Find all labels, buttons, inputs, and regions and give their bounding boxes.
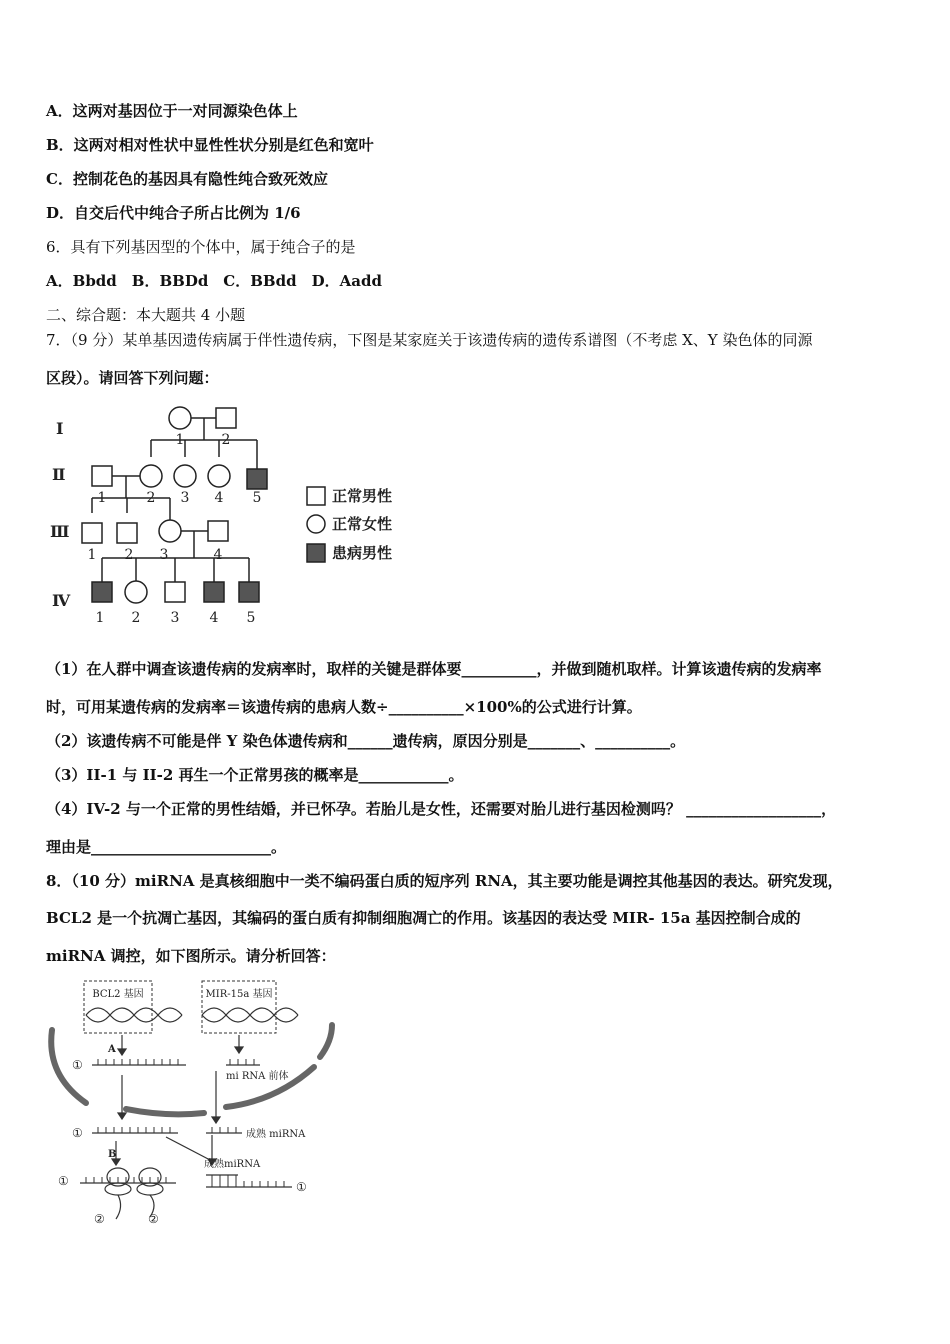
pedigree-g3-4-male — [208, 521, 228, 541]
pedigree-g2-3-female — [174, 465, 196, 487]
bcl2-gene-label: BCL2 基因 — [92, 989, 144, 1000]
pedigree-g2-label-2: 2 — [146, 490, 156, 506]
pedigree-g2-label-4: 4 — [214, 490, 224, 506]
pedigree-g4-label-3: 3 — [170, 610, 180, 626]
mir15a-gene-label: MIR-15a 基因 — [205, 989, 273, 1000]
dna-helix-left — [86, 1008, 182, 1022]
pedigree-g4-label-5: 5 — [246, 610, 256, 626]
pedigree-g2-4-female — [208, 465, 230, 487]
pedigree-g3-3-female — [159, 520, 181, 542]
pedigree-g3-label-1: 1 — [87, 547, 97, 563]
pedigree-g2-1-male — [92, 466, 112, 486]
mirna-diagram — [46, 975, 346, 1230]
pedigree-g4-label-2: 2 — [131, 610, 141, 626]
q7-sub4-line2: 理由是________________________。 — [46, 838, 287, 856]
q5-option-b: B．这两对相对性状中显性性状分别是红色和宽叶 — [46, 136, 374, 154]
legend-affected-male-label: 患病男性 — [332, 544, 393, 562]
pedigree-gen-1-label: Ⅰ — [56, 419, 64, 438]
pedigree-g1-1-female — [169, 407, 191, 429]
q6-stem: 6．具有下列基因型的个体中，属于纯合子的是 — [46, 238, 356, 256]
mature-mirna-label-2: 成熟miRNA — [204, 1159, 261, 1170]
legend-normal-male-icon — [307, 487, 325, 505]
pedigree-g4-3-male — [165, 582, 185, 602]
q5-option-c: C．控制花色的基因具有隐性纯合致死效应 — [46, 170, 328, 188]
dna-helix-right — [202, 1008, 298, 1022]
q7-sub4-line1: （4）IV-2 与一个正常的男性结婚，并已怀孕。若胎儿是女性，还需要对胎儿进行基因检测吗？ __________________， — [46, 800, 837, 818]
pedigree-g1-label-1: 1 — [175, 432, 185, 448]
cell-membrane — [51, 1025, 332, 1114]
q8-line1: 8．（10 分）miRNA 是真核细胞中一类不编码蛋白质的短序列 RNA，其主要功能是调控其他基因的表达。研究发现， — [46, 872, 843, 890]
legend-normal-male-label: 正常男性 — [332, 487, 393, 505]
mirna-precursor-label: mi RNA 前体 — [226, 1071, 289, 1082]
q7-sub1-line2: 时，可用某遗传病的发病率＝该遗传病的患病人数÷__________×100%的公式进行计算。 — [46, 698, 642, 716]
q7-stem-line2: 区段）。请回答下列问题： — [46, 369, 219, 387]
strand-2-marker-right: ② — [148, 1212, 159, 1226]
q5-option-d: D．自交后代中纯合子所占比例为 1/6 — [46, 204, 301, 222]
q7-stem-line1: 7．（9 分）某单基因遗传病属于伴性遗传病，下图是某家庭关于该遗传病的遗传系谱图（不考虑 X、Y 染色体的同源 — [46, 331, 813, 349]
strand-1-marker-bottom: ① — [58, 1174, 69, 1188]
strand-1-marker-top: ① — [72, 1058, 83, 1072]
pedigree-gen-4-label: Ⅳ — [52, 591, 71, 610]
q6-options: A．Bbdd B．BBDd C．BBdd D．Aadd — [46, 272, 382, 290]
process-a-label: A — [108, 1044, 116, 1055]
pedigree-g4-5-affected-male — [239, 582, 259, 602]
pedigree-g3-label-2: 2 — [124, 547, 134, 563]
strand-2-marker-left: ② — [94, 1212, 105, 1226]
pedigree-g3-label-4: 4 — [213, 547, 223, 563]
rna-strands — [80, 1065, 292, 1187]
legend-normal-female-label: 正常女性 — [332, 515, 393, 533]
pedigree-gen-2-label: Ⅱ — [52, 465, 66, 484]
pedigree-g2-label-3: 3 — [180, 490, 190, 506]
section2-title: 二、综合题：本大题共 4 小题 — [46, 306, 246, 324]
legend-normal-female-icon — [307, 515, 325, 533]
pedigree-g4-1-affected-male — [92, 582, 112, 602]
pedigree-g2-2-female — [140, 465, 162, 487]
strand-1-marker-right: ① — [296, 1180, 307, 1194]
mature-mirna-label-1: 成熟 miRNA — [246, 1129, 306, 1140]
pedigree-g1-2-male — [216, 408, 236, 428]
pedigree-gen-3-label: Ⅲ — [50, 522, 70, 541]
q7-sub1-line1: （1）在人群中调查该遗传病的发病率时，取样的关键是群体要__________，并做到随机取样。计算该遗传病的发病率 — [46, 660, 822, 678]
process-b-label: B — [108, 1149, 117, 1160]
strand-1-marker-mid: ① — [72, 1126, 83, 1140]
pedigree-g4-2-female — [125, 581, 147, 603]
q5-option-a: A．这两对基因位于一对同源染色体上 — [46, 102, 298, 120]
q7-sub2: （2）该遗传病不可能是伴 Y 染色体遗传病和______遗传病，原因分别是_______、__________。 — [46, 732, 686, 750]
pedigree-g4-label-4: 4 — [209, 610, 219, 626]
q8-line3: miRNA 调控，如下图所示。请分析回答： — [46, 947, 336, 965]
pedigree-g2-label-5: 5 — [252, 490, 262, 506]
pedigree-g2-label-1: 1 — [97, 490, 107, 506]
pedigree-chart — [46, 400, 416, 630]
pedigree-g3-label-3: 3 — [159, 547, 169, 563]
pedigree-g3-2-male — [117, 523, 137, 543]
pedigree-g4-label-1: 1 — [95, 610, 105, 626]
q7-sub3: （3）II-1 与 II-2 再生一个正常男孩的概率是____________。 — [46, 766, 464, 784]
q8-line2: BCL2 是一个抗凋亡基因，其编码的蛋白质有抑制细胞凋亡的作用。该基因的表达受 MIR- 15a 基因控制合成的 — [46, 909, 801, 927]
pedigree-g4-4-affected-male — [204, 582, 224, 602]
pedigree-g2-5-affected-male — [247, 469, 267, 489]
pedigree-g1-label-2: 2 — [221, 432, 231, 448]
pedigree-g3-1-male — [82, 523, 102, 543]
legend-affected-male-icon — [307, 544, 325, 562]
